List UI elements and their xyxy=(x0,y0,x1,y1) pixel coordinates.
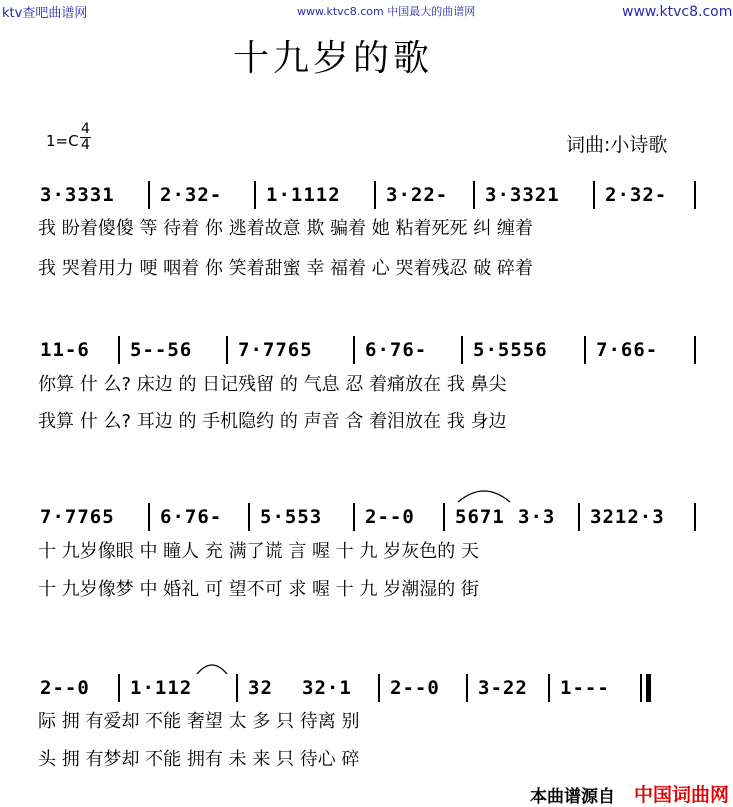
final-barline xyxy=(646,674,651,702)
barline xyxy=(443,503,445,531)
barline xyxy=(148,503,150,531)
measure: 11-6 xyxy=(40,339,90,361)
measure: 1·1112 xyxy=(266,184,341,206)
measure: 2·32- xyxy=(160,184,223,206)
measure: 3·3 xyxy=(518,506,556,528)
measure: 2--0 xyxy=(40,677,90,699)
lyrics-line: 际 拥 有爱却 不能 奢望 太 多 只 待离 别 xyxy=(38,711,360,732)
song-title: 十九岁的歌 xyxy=(233,38,434,79)
staff-system-3 xyxy=(36,503,699,531)
barline xyxy=(374,181,376,209)
header-url[interactable]: www.ktvc8.com xyxy=(622,4,733,20)
barline xyxy=(226,336,228,364)
header-site-name[interactable]: ktv查吧曲谱网 xyxy=(2,6,88,21)
barline xyxy=(248,503,250,531)
footer-brand-link[interactable]: 中国词曲网 xyxy=(634,784,730,806)
barline xyxy=(694,336,696,364)
measure: 3212·3 xyxy=(590,506,665,528)
barline xyxy=(473,181,475,209)
key-signature: 1=C xyxy=(46,132,79,150)
lyrics-line: 你算 什 么? 床边 的 日记残留 的 气息 忍 着痛放在 我 鼻尖 xyxy=(38,374,507,395)
measure: 1--- xyxy=(560,677,610,699)
measure: 7·7765 xyxy=(40,506,115,528)
barline xyxy=(548,674,550,702)
lyrics-line: 我 哭着用力 哽 咽着 你 笑着甜蜜 幸 福着 心 哭着残忍 破 碎着 xyxy=(38,258,533,279)
barline xyxy=(118,674,120,702)
lyrics-line: 十 九岁像眼 中 瞳人 充 满了谎 言 喔 十 九 岁灰色的 天 xyxy=(38,541,479,562)
footer-source-label: 本曲谱源自 xyxy=(530,787,615,807)
measure: 3·3321 xyxy=(485,184,560,206)
time-signature-top: 4 xyxy=(81,121,90,137)
measure: 7·66- xyxy=(596,339,659,361)
measure: 2·32- xyxy=(605,184,668,206)
barline xyxy=(236,674,238,702)
barline xyxy=(461,336,463,364)
slur-tie xyxy=(456,486,512,504)
measure: 3·22- xyxy=(386,184,449,206)
header-tagline[interactable]: www.ktvc8.com 中国最大的曲谱网 xyxy=(297,5,476,18)
measure: 3-22 xyxy=(478,677,528,699)
barline xyxy=(694,181,696,209)
staff-system-2 xyxy=(36,336,699,364)
slur-tie xyxy=(195,660,229,676)
measure: 2--0 xyxy=(390,677,440,699)
barline xyxy=(694,503,696,531)
barline xyxy=(148,181,150,209)
time-signature-bottom: 4 xyxy=(81,137,90,153)
measure: 2--0 xyxy=(365,506,415,528)
barline xyxy=(466,674,468,702)
measure: 1·112 xyxy=(130,677,193,699)
barline xyxy=(378,674,380,702)
measure: 6·76- xyxy=(160,506,223,528)
barline xyxy=(584,336,586,364)
lyrics-line: 头 拥 有梦却 不能 拥有 未 来 只 待心 碎 xyxy=(38,749,360,770)
barline xyxy=(254,181,256,209)
barline xyxy=(118,336,120,364)
measure: 6·76- xyxy=(365,339,428,361)
measure: 3·3331 xyxy=(40,184,115,206)
measure: 5·5556 xyxy=(473,339,548,361)
measure: 5·553 xyxy=(260,506,323,528)
barline xyxy=(593,181,595,209)
lyrics-line: 我算 什 么? 耳边 的 手机隐约 的 声音 含 着泪放在 我 身边 xyxy=(38,411,507,432)
barline xyxy=(578,503,580,531)
measure: 7·7765 xyxy=(238,339,313,361)
barline xyxy=(640,674,642,702)
lyrics-line: 我 盼着傻傻 等 待着 你 逃着故意 欺 骗着 她 粘着死死 纠 缠着 xyxy=(38,218,533,239)
lyrics-composer-credit: 词曲:小诗歌 xyxy=(566,134,668,156)
barline xyxy=(353,503,355,531)
time-signature xyxy=(80,122,91,153)
barline xyxy=(353,336,355,364)
measure: 32 xyxy=(248,677,273,699)
lyrics-line: 十 九岁像梦 中 婚礼 可 望不可 求 喔 十 九 岁潮湿的 街 xyxy=(38,579,479,600)
measure: 5671 xyxy=(455,506,505,528)
measure: 32·1 xyxy=(302,677,352,699)
staff-system-4 xyxy=(36,674,699,702)
measure: 5--56 xyxy=(130,339,193,361)
staff-system-1 xyxy=(36,181,699,209)
